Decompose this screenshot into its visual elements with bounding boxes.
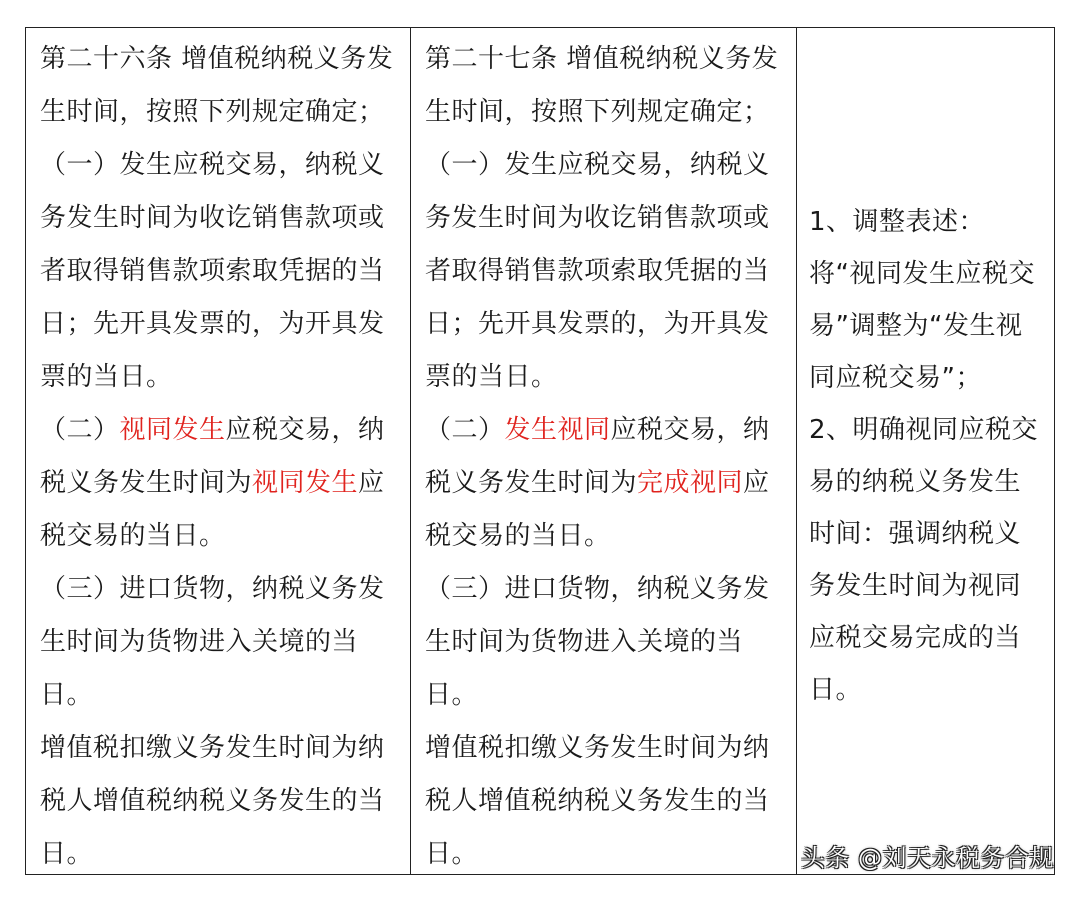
article-26-item-1: （一）发生应税交易，纳税义务发生时间为收讫销售款项或者取得销售款项索取凭据的当日；先开具发票的，为开具发票的当日。 (40, 150, 385, 392)
notes-column (797, 28, 1054, 874)
highlight-text: 视同发生 (119, 415, 226, 445)
highlight-text: 发生视同 (504, 415, 611, 445)
item-2-middle: 应税交易，纳税义务发生时间为 (40, 415, 385, 498)
comparison-table (25, 27, 1055, 875)
watermark: 头条 @刘天永税务合规 (800, 844, 1054, 872)
notes-text (809, 196, 1044, 716)
article-27-heading: 第二十七条 增值税纳税义务发生时间，按照下列规定确定； (425, 44, 779, 127)
article-26-item-2 (40, 404, 396, 563)
note-2: 2、明确视同应税交易的纳税义务发生时间：强调纳税义务发生时间为视同应税交易完成的当日。 (809, 415, 1039, 705)
highlight-text: 视同发生 (252, 468, 359, 498)
note-1: 1、调整表述：将“视同发生应税交易”调整为“发生视同应税交易”； (809, 207, 1035, 393)
article-27-item-2 (425, 404, 782, 563)
article-26-withholding: 增值税扣缴义务发生时间为纳税人增值税纳税义务发生的当日。 (40, 733, 385, 869)
new-law-column (411, 28, 797, 874)
new-law-text (425, 33, 782, 874)
article-26-heading: 第二十六条 增值税纳税义务发生时间，按照下列规定确定； (40, 44, 394, 127)
article-27-withholding: 增值税扣缴义务发生时间为纳税人增值税纳税义务发生的当日。 (425, 733, 770, 869)
item-2-prefix: （二） (425, 415, 505, 445)
item-2-prefix: （二） (40, 415, 120, 445)
article-27-item-1: （一）发生应税交易，纳税义务发生时间为收讫销售款项或者取得销售款项索取凭据的当日；先开具发票的，为开具发票的当日。 (425, 150, 770, 392)
old-law-text (40, 33, 396, 874)
item-2-suffix: 应税交易的当日。 (425, 468, 770, 551)
item-2-suffix: 应税交易的当日。 (40, 468, 385, 551)
article-27-item-3: （三）进口货物，纳税义务发生时间为货物进入关境的当日。 (425, 574, 770, 710)
highlight-text: 完成视同 (637, 468, 744, 498)
item-2-middle: 应税交易，纳税义务发生时间为 (425, 415, 770, 498)
article-26-item-3: （三）进口货物，纳税义务发生时间为货物进入关境的当日。 (40, 574, 385, 710)
old-law-column (26, 28, 411, 874)
